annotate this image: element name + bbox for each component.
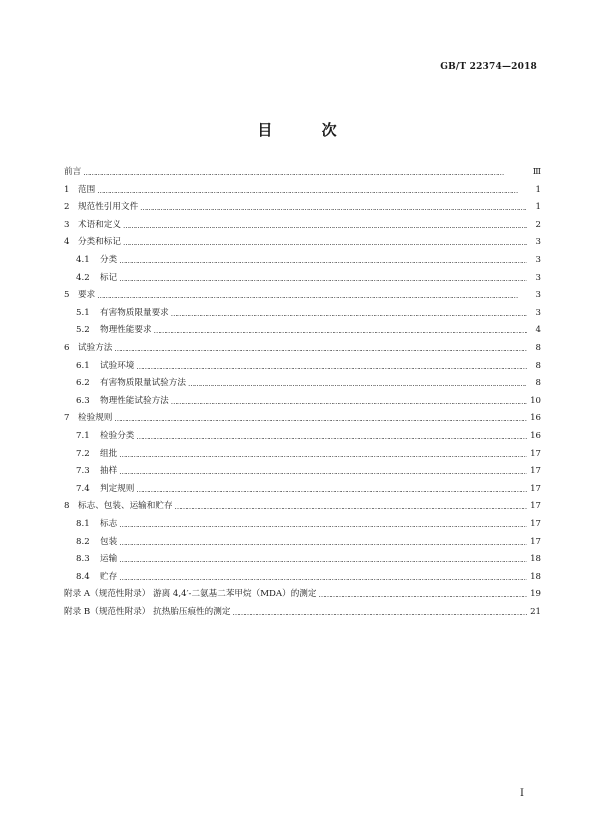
toc-entry-number: 8 [64,501,70,512]
toc-entry-label: 有害物质限量要求 [100,307,169,318]
toc-entry-label: 包装 [100,536,118,547]
toc-entry[interactable] [64,606,541,618]
dot-leader [171,308,527,320]
toc-entry-label: 分类 [100,255,118,265]
toc-entry-number: 7.2 [76,448,90,459]
toc-entry-label: 分类和标记 [78,237,121,248]
dot-leader [123,237,527,249]
dot-leader [114,343,527,355]
toc-entry-page: 17 [530,536,541,547]
toc-entry-number: 3 [64,219,70,230]
toc-entry-number: 6.3 [76,395,90,406]
toc-entry-label: 标志、包装、运输和贮存 [78,501,173,512]
toc-entry-number: 2 [64,202,70,213]
toc-entry-page: 21 [530,607,541,617]
dot-leader [119,255,527,267]
toc-entry-label: 范围 [78,184,96,195]
toc-entry-number: 8.1 [76,519,90,529]
toc-entry[interactable] [76,430,541,442]
toc-entry-label: 检验分类 [100,431,135,441]
toc-entry[interactable] [76,465,541,477]
toc-entry-label: 检验规则 [78,413,113,424]
dot-leader [119,466,527,478]
toc-entry-page: 3 [535,272,541,283]
dot-leader [136,361,527,373]
toc-entry-label: 附录 A（规范性附录） 游离 4,4′-二氨基二苯甲烷（MDA）的测定 [64,589,317,600]
toc-entry-label: 附录 B（规范性附录） 抗热胎压痕性的测定 [64,607,231,617]
toc-entry[interactable] [64,219,541,231]
toc-entry[interactable] [64,236,541,248]
toc-entry-number: 4.2 [76,272,90,283]
toc-entry-page: 3 [535,237,541,248]
toc-entry-page: 17 [530,519,541,529]
toc-entry-page: 16 [530,431,541,441]
dot-leader [171,396,527,408]
toc-entry-label: 有害物质限量试验方法 [100,378,186,389]
toc-entry-number: 6 [64,343,70,353]
toc-entry[interactable] [64,342,541,354]
toc-entry-number: 7 [64,413,70,424]
toc-entry-page: 3 [535,255,541,265]
toc-entry-number: 7.3 [76,466,90,477]
toc-entry-number: 4 [64,237,70,248]
toc-entry-number: 5.1 [76,307,90,318]
dot-leader [119,449,527,461]
toc-entry-label: 前言 [64,167,82,177]
toc-entry[interactable] [64,412,541,424]
toc-entry-label: 运输 [100,554,118,565]
dot-leader [97,185,527,197]
toc-entry-number: 8.2 [76,536,90,547]
toc-entry-label: 抽样 [100,466,118,477]
toc-entry[interactable] [76,448,541,460]
dot-leader [119,537,527,549]
toc-entry-number: 1 [64,184,70,195]
toc-entry[interactable] [64,289,541,301]
dot-leader [119,572,527,584]
toc-entry-label: 组批 [100,448,118,459]
toc-entry-label: 标志 [100,519,118,529]
standard-number: GB/T 22374—2018 [440,62,537,72]
toc-entry[interactable] [64,500,541,512]
toc-entry-page: 3 [535,307,541,318]
dot-leader [119,554,527,566]
toc-entry-page: 17 [530,466,541,477]
toc-entry-number: 7.1 [76,431,90,441]
toc-entry[interactable] [76,360,541,372]
toc-entry-page: 17 [530,448,541,459]
dot-leader [83,167,527,179]
dot-leader [136,431,527,443]
toc-entry[interactable] [64,588,541,600]
toc-entry[interactable] [76,395,541,407]
dot-leader [119,519,527,531]
toc-entry-page: 8 [535,343,541,353]
toc-entry-number: 6.1 [76,360,90,371]
toc-entry[interactable] [76,307,541,319]
toc-entry[interactable] [64,201,541,213]
dot-leader [123,220,527,232]
toc-entry[interactable] [76,272,541,284]
toc-entry-page: 1 [535,202,541,213]
toc-entry-number: 4.1 [76,255,90,265]
dot-leader [175,501,527,513]
dot-leader [119,273,527,285]
toc-entry-label: 试验环境 [100,360,135,371]
toc-entry-label: 物理性能试验方法 [100,395,169,406]
toc-entry-page: 16 [530,413,541,424]
toc-entry-page: 4 [535,325,541,336]
toc-entry-page: 8 [535,378,541,389]
page-folio: Ⅰ [520,788,524,799]
toc-entry-label: 规范性引用文件 [78,202,139,213]
toc-entry-label: 贮存 [100,571,118,582]
toc-entry[interactable] [76,377,541,389]
dot-leader [154,325,527,337]
dot-leader [136,484,527,496]
toc-entry[interactable] [76,324,541,336]
toc-entry-label: 术语和定义 [78,219,121,230]
dot-leader [140,202,527,214]
toc-entry[interactable] [64,184,541,196]
toc-entry-number: 5.2 [76,325,90,336]
dot-leader [232,607,527,619]
page-title: 目 次 [257,121,359,139]
toc-entry-page: 1 [535,184,541,195]
toc-entry-page: 18 [530,554,541,565]
toc-entry-page: 17 [530,501,541,512]
toc-entry-label: 判定规则 [100,483,135,494]
toc-entry-page: 18 [530,571,541,582]
toc-entry-page: Ⅲ [532,167,541,177]
toc-entry-number: 5 [64,290,70,301]
toc-entry-page: 2 [535,219,541,230]
toc-entry-page: 19 [530,589,541,600]
toc-entry[interactable] [76,518,541,530]
toc-entry[interactable] [64,166,541,178]
toc-entry-number: 7.4 [76,483,90,494]
toc-entry-label: 标记 [100,272,118,283]
toc-entry[interactable] [76,536,541,548]
toc-entry[interactable] [76,254,541,266]
toc-entry-page: 3 [535,290,541,301]
toc-entry-page: 10 [530,395,541,406]
toc-entry-number: 8.4 [76,571,90,582]
dot-leader [97,290,527,302]
dot-leader [114,413,527,425]
dot-leader [318,589,527,601]
toc-entry[interactable] [76,483,541,495]
toc-entry-page: 8 [535,360,541,371]
toc-entry-label: 物理性能要求 [100,325,152,336]
toc-entry-label: 试验方法 [78,343,113,353]
toc-entry[interactable] [76,571,541,583]
toc-entry-number: 6.2 [76,378,90,389]
toc-entry-number: 8.3 [76,554,90,565]
toc-entry[interactable] [76,553,541,565]
toc-entry-label: 要求 [78,290,96,301]
toc-entry-page: 17 [530,483,541,494]
dot-leader [188,378,527,390]
